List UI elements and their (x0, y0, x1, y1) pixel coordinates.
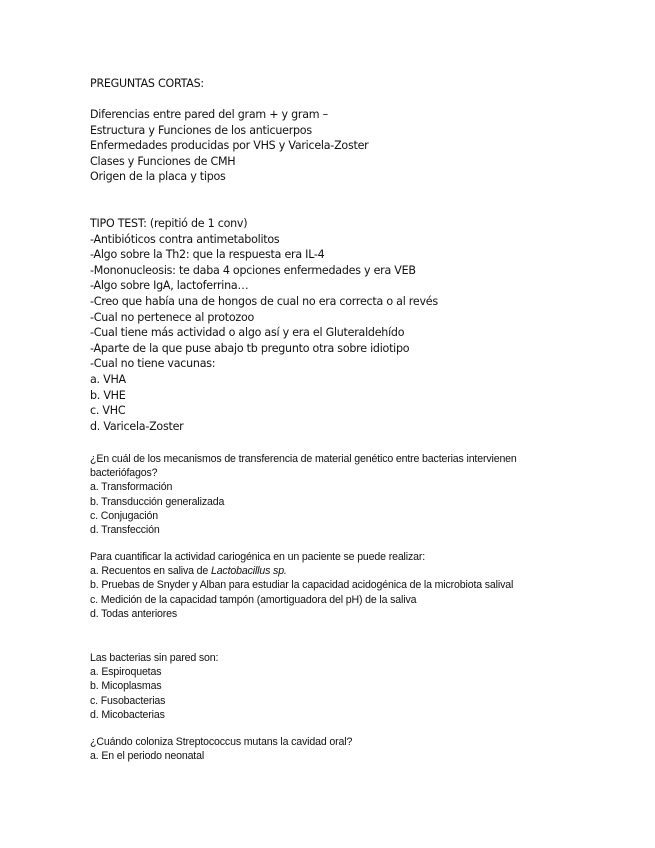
short-questions-list (90, 107, 560, 185)
test-item: -Creo que había una de hongos de cual no era correcta o al revés (90, 294, 438, 308)
answer-option: d. Varicela-Zoster (90, 419, 184, 433)
short-questions-heading: PREGUNTAS CORTAS: (90, 77, 204, 90)
test-item: -Algo sobre IgA, lactoferrina… (90, 279, 249, 293)
short-question-item: Diferencias entre pared del gram + y gram – (90, 108, 328, 121)
test-section-heading: TIPO TEST: (repitió de 1 conv) (90, 217, 248, 230)
answer-option: c. Conjugación (90, 509, 158, 522)
test-section (90, 216, 560, 434)
test-item: -Algo sobre la Th2: que la respuesta era IL-4 (90, 248, 325, 262)
question-streptococcus-mutans (90, 735, 560, 763)
answer-option: d. Todas anteriores (90, 607, 178, 620)
question-text: ¿Cuándo coloniza Streptococcus mutans la cavidad oral? (90, 736, 353, 748)
test-item: -Cual no pertenece al protozoo (90, 310, 255, 324)
answer-option: b. Pruebas de Snyder y Alban para estudiar la capacidad acidogénica de la microbiota salival (90, 579, 514, 592)
question-transfer-mechanisms (90, 452, 550, 537)
answer-option: a. Transformación (90, 481, 173, 494)
short-question-item: Estructura y Funciones de los anticuerpos (90, 123, 312, 137)
answer-option: c. Fusobacterias (90, 694, 166, 707)
answer-option: d. Micobacterias (90, 708, 165, 721)
test-item: -Cual no tiene vacunas: (90, 357, 216, 371)
short-question-item: Origen de la placa y tipos (90, 170, 226, 184)
test-item: -Cual tiene más actividad o algo así y era el Gluteraldehído (90, 326, 405, 340)
answer-option: b. VHE (90, 388, 126, 402)
answer-option: d. Transfección (90, 524, 160, 537)
question-wall-less-bacteria (90, 651, 560, 722)
answer-option: b. Micoplasmas (90, 680, 162, 693)
answer-option: b. Transducción generalizada (90, 495, 225, 508)
answer-option (90, 564, 555, 578)
answer-option-species: Lactobacillus sp. (210, 565, 287, 578)
question-text: Las bacterias sin pared son: (90, 652, 219, 664)
answer-option: c. Medición de la capacidad tampón (amortiguadora del pH) de la saliva (90, 593, 417, 606)
question-text: ¿En cuál de los mecanismos de transferencia de material genético entre bacterias intervienen bacteriófagos? (90, 453, 517, 480)
question-text: Para cuantificar la actividad cariogénica en un paciente se puede realizar: (90, 551, 426, 563)
answer-option: a. Espiroquetas (90, 666, 162, 679)
answer-option-prefix: a. Recuentos en saliva de (90, 565, 211, 578)
answer-option: a. En el periodo neonatal (90, 750, 205, 763)
answer-option: c. VHC (90, 404, 126, 418)
short-questions-section (90, 76, 560, 92)
test-item: -Aparte de la que puse abajo tb pregunto otra sobre idiotipo (90, 341, 410, 355)
short-question-item: Enfermedades producidas por VHS y Varicela-Zoster (90, 139, 369, 153)
question-cariogenic-activity (90, 550, 555, 621)
test-item: -Mononucleosis: te daba 4 opciones enfermedades y era VEB (90, 263, 416, 277)
answer-option: a. VHA (90, 372, 126, 386)
short-question-item: Clases y Funciones de CMH (90, 154, 236, 168)
test-item: -Antibióticos contra antimetabolitos (90, 232, 280, 246)
